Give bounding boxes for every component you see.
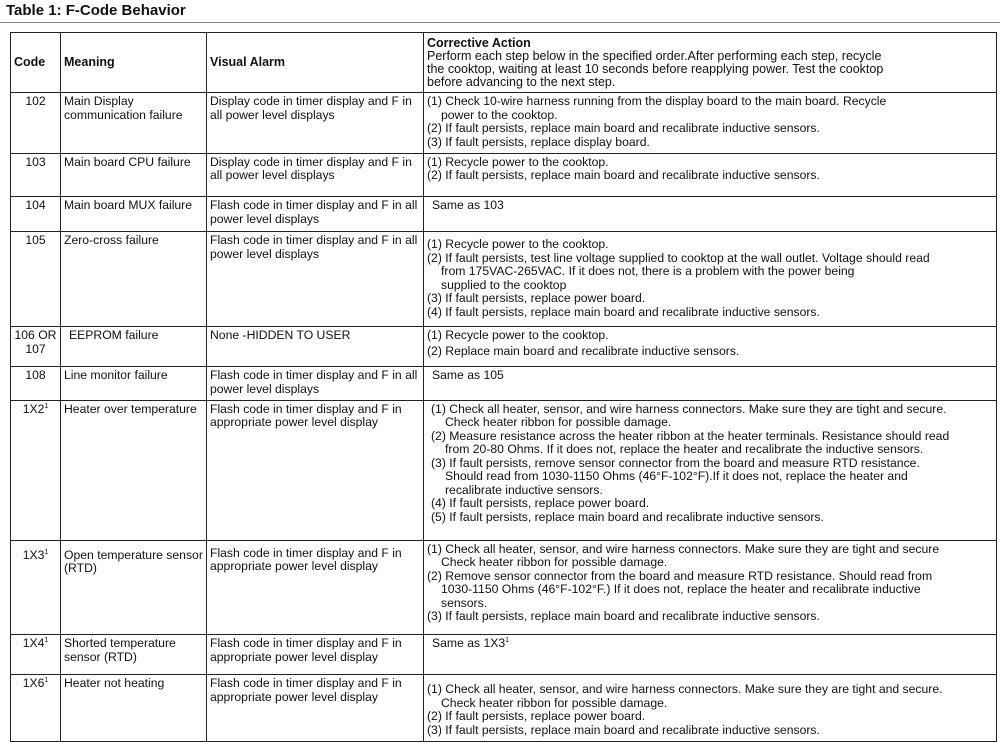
table-row <box>11 197 997 232</box>
action-line: Same as 105 <box>432 368 504 383</box>
table-row <box>11 93 997 153</box>
action-line: (1) Check all heater, sensor, and wire harness connectors. Make sure they are tight and secure. <box>427 682 943 697</box>
footnote-marker: 1 <box>44 677 49 685</box>
code-cell <box>11 540 61 635</box>
action-cell <box>424 675 997 742</box>
action-cell <box>424 327 997 367</box>
header-visual-alarm: Visual Alarm <box>207 33 424 93</box>
action-cell <box>424 400 997 540</box>
action-line: Same as 1X3 <box>432 636 506 651</box>
action-line: supplied to the cooktop <box>441 277 567 292</box>
visual-alarm-cell: Flash code in timer display and F in appropriate power level display <box>207 675 424 742</box>
page-title: Table 1: F-Code Behavior <box>6 2 186 19</box>
meaning-cell: Open temperature sensor (RTD) <box>61 540 207 635</box>
action-line: recalibrate inductive sensors. <box>445 482 603 497</box>
visual-alarm-cell: Flash code in timer display and F in appropriate power level display <box>207 635 424 675</box>
action-line: Should read from 1030-1150 Ohms (46°F-102°F).If it does not, replace the heater and <box>445 469 908 484</box>
action-line: Same as 103 <box>432 198 504 213</box>
action-cell <box>424 635 997 675</box>
action-line: Check heater ribbon for possible damage. <box>441 555 668 570</box>
action-line: (5) If fault persists, replace main board and recalibrate inductive sensors. <box>431 509 824 524</box>
code-cell: 104 <box>11 197 61 232</box>
visual-alarm-cell: None -HIDDEN TO USER <box>207 327 424 367</box>
header-action-title: Corrective Action <box>427 36 531 50</box>
action-cell <box>424 232 997 327</box>
table-row <box>11 675 997 742</box>
code-text: 1X6 <box>22 676 45 691</box>
code-text: 1X2 <box>22 401 45 416</box>
action-line: (1) Recycle power to the cooktop. <box>427 237 609 252</box>
action-line: sensors. <box>441 595 488 610</box>
meaning-cell: Main board MUX failure <box>61 197 207 232</box>
action-cell <box>424 93 997 153</box>
action-cell <box>424 540 997 635</box>
meaning-cell: Heater over temperature <box>61 400 207 540</box>
table-row <box>11 367 997 400</box>
meaning-cell: Main board CPU failure <box>61 153 207 196</box>
action-cell <box>424 153 997 196</box>
code-text: 1X4 <box>22 636 45 651</box>
action-line: (1) Recycle power to the cooktop. <box>427 154 609 169</box>
code-cell <box>11 635 61 675</box>
action-line: (3) If fault persists, replace main board and recalibrate inductive sensors. <box>427 609 820 624</box>
action-cell <box>424 197 997 232</box>
action-line: Check heater ribbon for possible damage. <box>441 695 668 710</box>
table-row <box>11 635 997 675</box>
action-line: (2) If fault persists, replace power board. <box>427 709 646 724</box>
code-cell <box>11 400 61 540</box>
title-divider <box>0 22 1000 23</box>
action-line: (2) If fault persists, test line voltage supplied to cooktop at the wall outlet. Voltage should read <box>427 250 930 265</box>
action-line: (2) Remove sensor connector from the board and measure RTD resistance. Should read from <box>427 568 933 583</box>
meaning-cell: EEPROM failure <box>61 327 207 367</box>
visual-alarm-cell: Flash code in timer display and F in all power level displays <box>207 232 424 327</box>
header-action-note-3: before advancing to the next step. <box>427 75 616 89</box>
footnote-marker: 1 <box>44 637 49 645</box>
visual-alarm-cell: Display code in timer display and F in all power level displays <box>207 93 424 153</box>
table-row <box>11 540 997 635</box>
code-cell: 108 <box>11 367 61 400</box>
code-cell: 106 OR 107 <box>11 327 61 367</box>
header-action-note-2: the cooktop, waiting at least 10 seconds before reapplying power. Test the cooktop <box>427 62 884 76</box>
action-cell <box>424 367 997 400</box>
action-line: (1) Check 10-wire harness running from the display board to the main board. Recycle <box>427 94 887 109</box>
action-line: power to the cooktop. <box>441 107 558 122</box>
meaning-cell: Line monitor failure <box>61 367 207 400</box>
table-row <box>11 232 997 327</box>
action-line: from 175VAC-265VAC. If it does not, there is a problem with the power being <box>441 264 855 279</box>
header-action-note-1: Perform each step below in the specified order.After performing each step, recycle <box>427 49 882 63</box>
table-row <box>11 400 997 540</box>
action-line: Check heater ribbon for possible damage. <box>445 415 672 430</box>
footnote-marker: 1 <box>44 402 49 410</box>
action-line: (3) If fault persists, remove sensor connector from the board and measure RTD resistance. <box>431 455 920 470</box>
action-line: (3) If fault persists, replace power board. <box>427 291 646 306</box>
code-cell <box>11 675 61 742</box>
header-corrective-action <box>424 33 997 93</box>
action-line: (2) If fault persists, replace main board and recalibrate inductive sensors. <box>427 121 820 136</box>
header-code: Code <box>11 33 61 93</box>
visual-alarm-cell: Flash code in timer display and F in appropriate power level display <box>207 540 424 635</box>
meaning-cell: Main Display communication failure <box>61 93 207 153</box>
action-line: (1) Check all heater, sensor, and wire harness connectors. Make sure they are tight and secure. <box>431 401 947 416</box>
action-line: (3) If fault persists, replace main board and recalibrate inductive sensors. <box>427 722 820 737</box>
footnote-marker: 1 <box>44 548 49 556</box>
action-line: 1030-1150 Ohms (46°F-102°F.) If it does not, replace the heater and recalibrate inductive <box>441 582 921 597</box>
action-line: (1) Check all heater, sensor, and wire harness connectors. Make sure they are tight and secure <box>427 541 940 556</box>
visual-alarm-cell: Flash code in timer display and F in appropriate power level display <box>207 400 424 540</box>
code-cell: 103 <box>11 153 61 196</box>
table-row <box>11 153 997 196</box>
action-line: (2) If fault persists, replace main board and recalibrate inductive sensors. <box>427 168 820 183</box>
visual-alarm-cell: Display code in timer display and F in all power level displays <box>207 153 424 196</box>
action-line: from 20-80 Ohms. If it does not, replace the heater and recalibrate the inductive sensors. <box>445 442 924 457</box>
meaning-cell: Heater not heating <box>61 675 207 742</box>
table-header-row <box>11 33 997 93</box>
action-line: (1) Recycle power to the cooktop. <box>427 328 609 343</box>
f-code-table <box>10 32 997 742</box>
code-text: 1X3 <box>22 547 45 562</box>
code-cell: 102 <box>11 93 61 153</box>
meaning-cell: Zero-cross failure <box>61 232 207 327</box>
footnote-marker: 1 <box>505 637 510 645</box>
action-line: (4) If fault persists, replace power board. <box>431 496 650 511</box>
meaning-cell: Shorted temperature sensor (RTD) <box>61 635 207 675</box>
visual-alarm-cell: Flash code in timer display and F in all power level displays <box>207 367 424 400</box>
action-line: (4) If fault persists, replace main board and recalibrate inductive sensors. <box>427 304 820 319</box>
visual-alarm-cell: Flash code in timer display and F in all power level displays <box>207 197 424 232</box>
action-line: (2) Measure resistance across the heater ribbon at the heater terminals. Resistance should read <box>431 428 950 443</box>
header-meaning: Meaning <box>61 33 207 93</box>
action-line: (2) Replace main board and recalibrate inductive sensors. <box>427 343 740 358</box>
code-cell: 105 <box>11 232 61 327</box>
table-row <box>11 327 997 367</box>
action-line: (3) If fault persists, replace display board. <box>427 134 650 149</box>
